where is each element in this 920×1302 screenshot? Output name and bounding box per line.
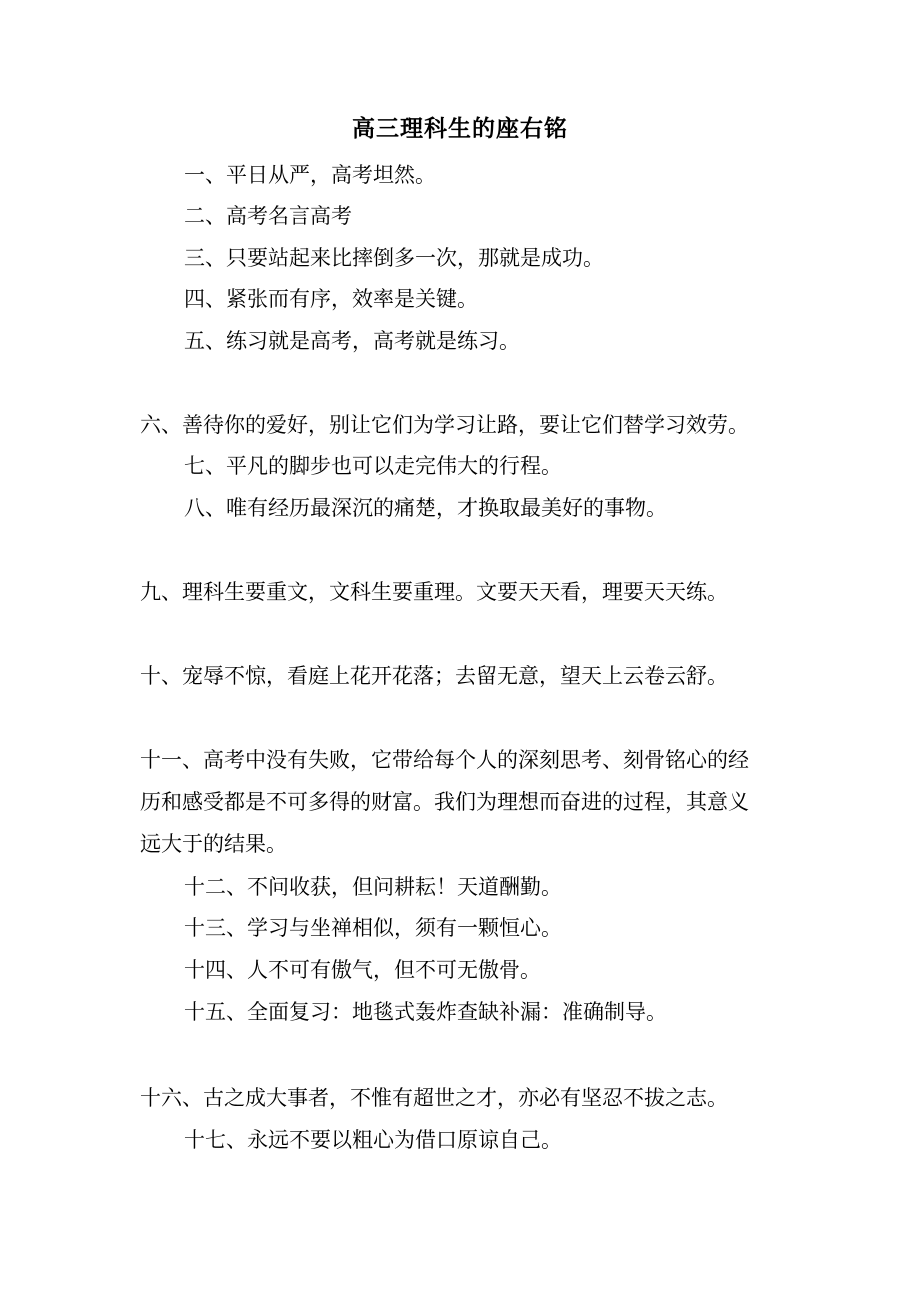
motto-item-10: 十、宠辱不惊，看庭上花开花落；去留无意，望天上云卷云舒。 xyxy=(140,664,728,688)
motto-item-9: 九、理科生要重文，文科生要重理。文要天天看，理要天天练。 xyxy=(140,580,728,604)
motto-item-3: 三、只要站起来比摔倒多一次，那就是成功。 xyxy=(184,246,604,270)
motto-item-15: 十五、全面复习：地毯式轰炸查缺补漏：准确制导。 xyxy=(184,1000,667,1024)
motto-item-6: 六、善待你的爱好，别让它们为学习让路，要让它们替学习效劳。 xyxy=(140,413,749,437)
motto-item-11-line-2: 历和感受都是不可多得的财富。我们为理想而奋进的过程，其意义 xyxy=(140,790,749,814)
page-title: 高三理科生的座右铭 xyxy=(352,115,568,142)
motto-item-4: 四、紧张而有序，效率是关键。 xyxy=(184,287,478,311)
motto-item-11-line-1: 十一、高考中没有失败，它带给每个人的深刻思考、刻骨铭心的经 xyxy=(140,748,749,772)
motto-item-2: 二、高考名言高考 xyxy=(184,204,352,228)
motto-item-7: 七、平凡的脚步也可以走完伟大的行程。 xyxy=(184,454,562,478)
motto-item-11-line-3: 远大于的结果。 xyxy=(140,832,287,856)
motto-item-14: 十四、人不可有傲气，但不可无傲骨。 xyxy=(184,958,541,982)
motto-item-11 xyxy=(140,739,780,865)
motto-item-12: 十二、不问收获，但问耕耘！天道酬勤。 xyxy=(184,875,562,899)
motto-item-5: 五、练习就是高考，高考就是练习。 xyxy=(184,329,520,353)
motto-item-16: 十六、古之成大事者，不惟有超世之才，亦必有坚忍不拔之志。 xyxy=(140,1086,728,1110)
motto-item-1: 一、平日从严，高考坦然。 xyxy=(184,163,436,187)
motto-item-8: 八、唯有经历最深沉的痛楚，才换取最美好的事物。 xyxy=(184,496,667,520)
motto-item-13: 十三、学习与坐禅相似，须有一颗恒心。 xyxy=(184,916,562,940)
motto-item-17: 十七、永远不要以粗心为借口原谅自己。 xyxy=(184,1128,562,1152)
